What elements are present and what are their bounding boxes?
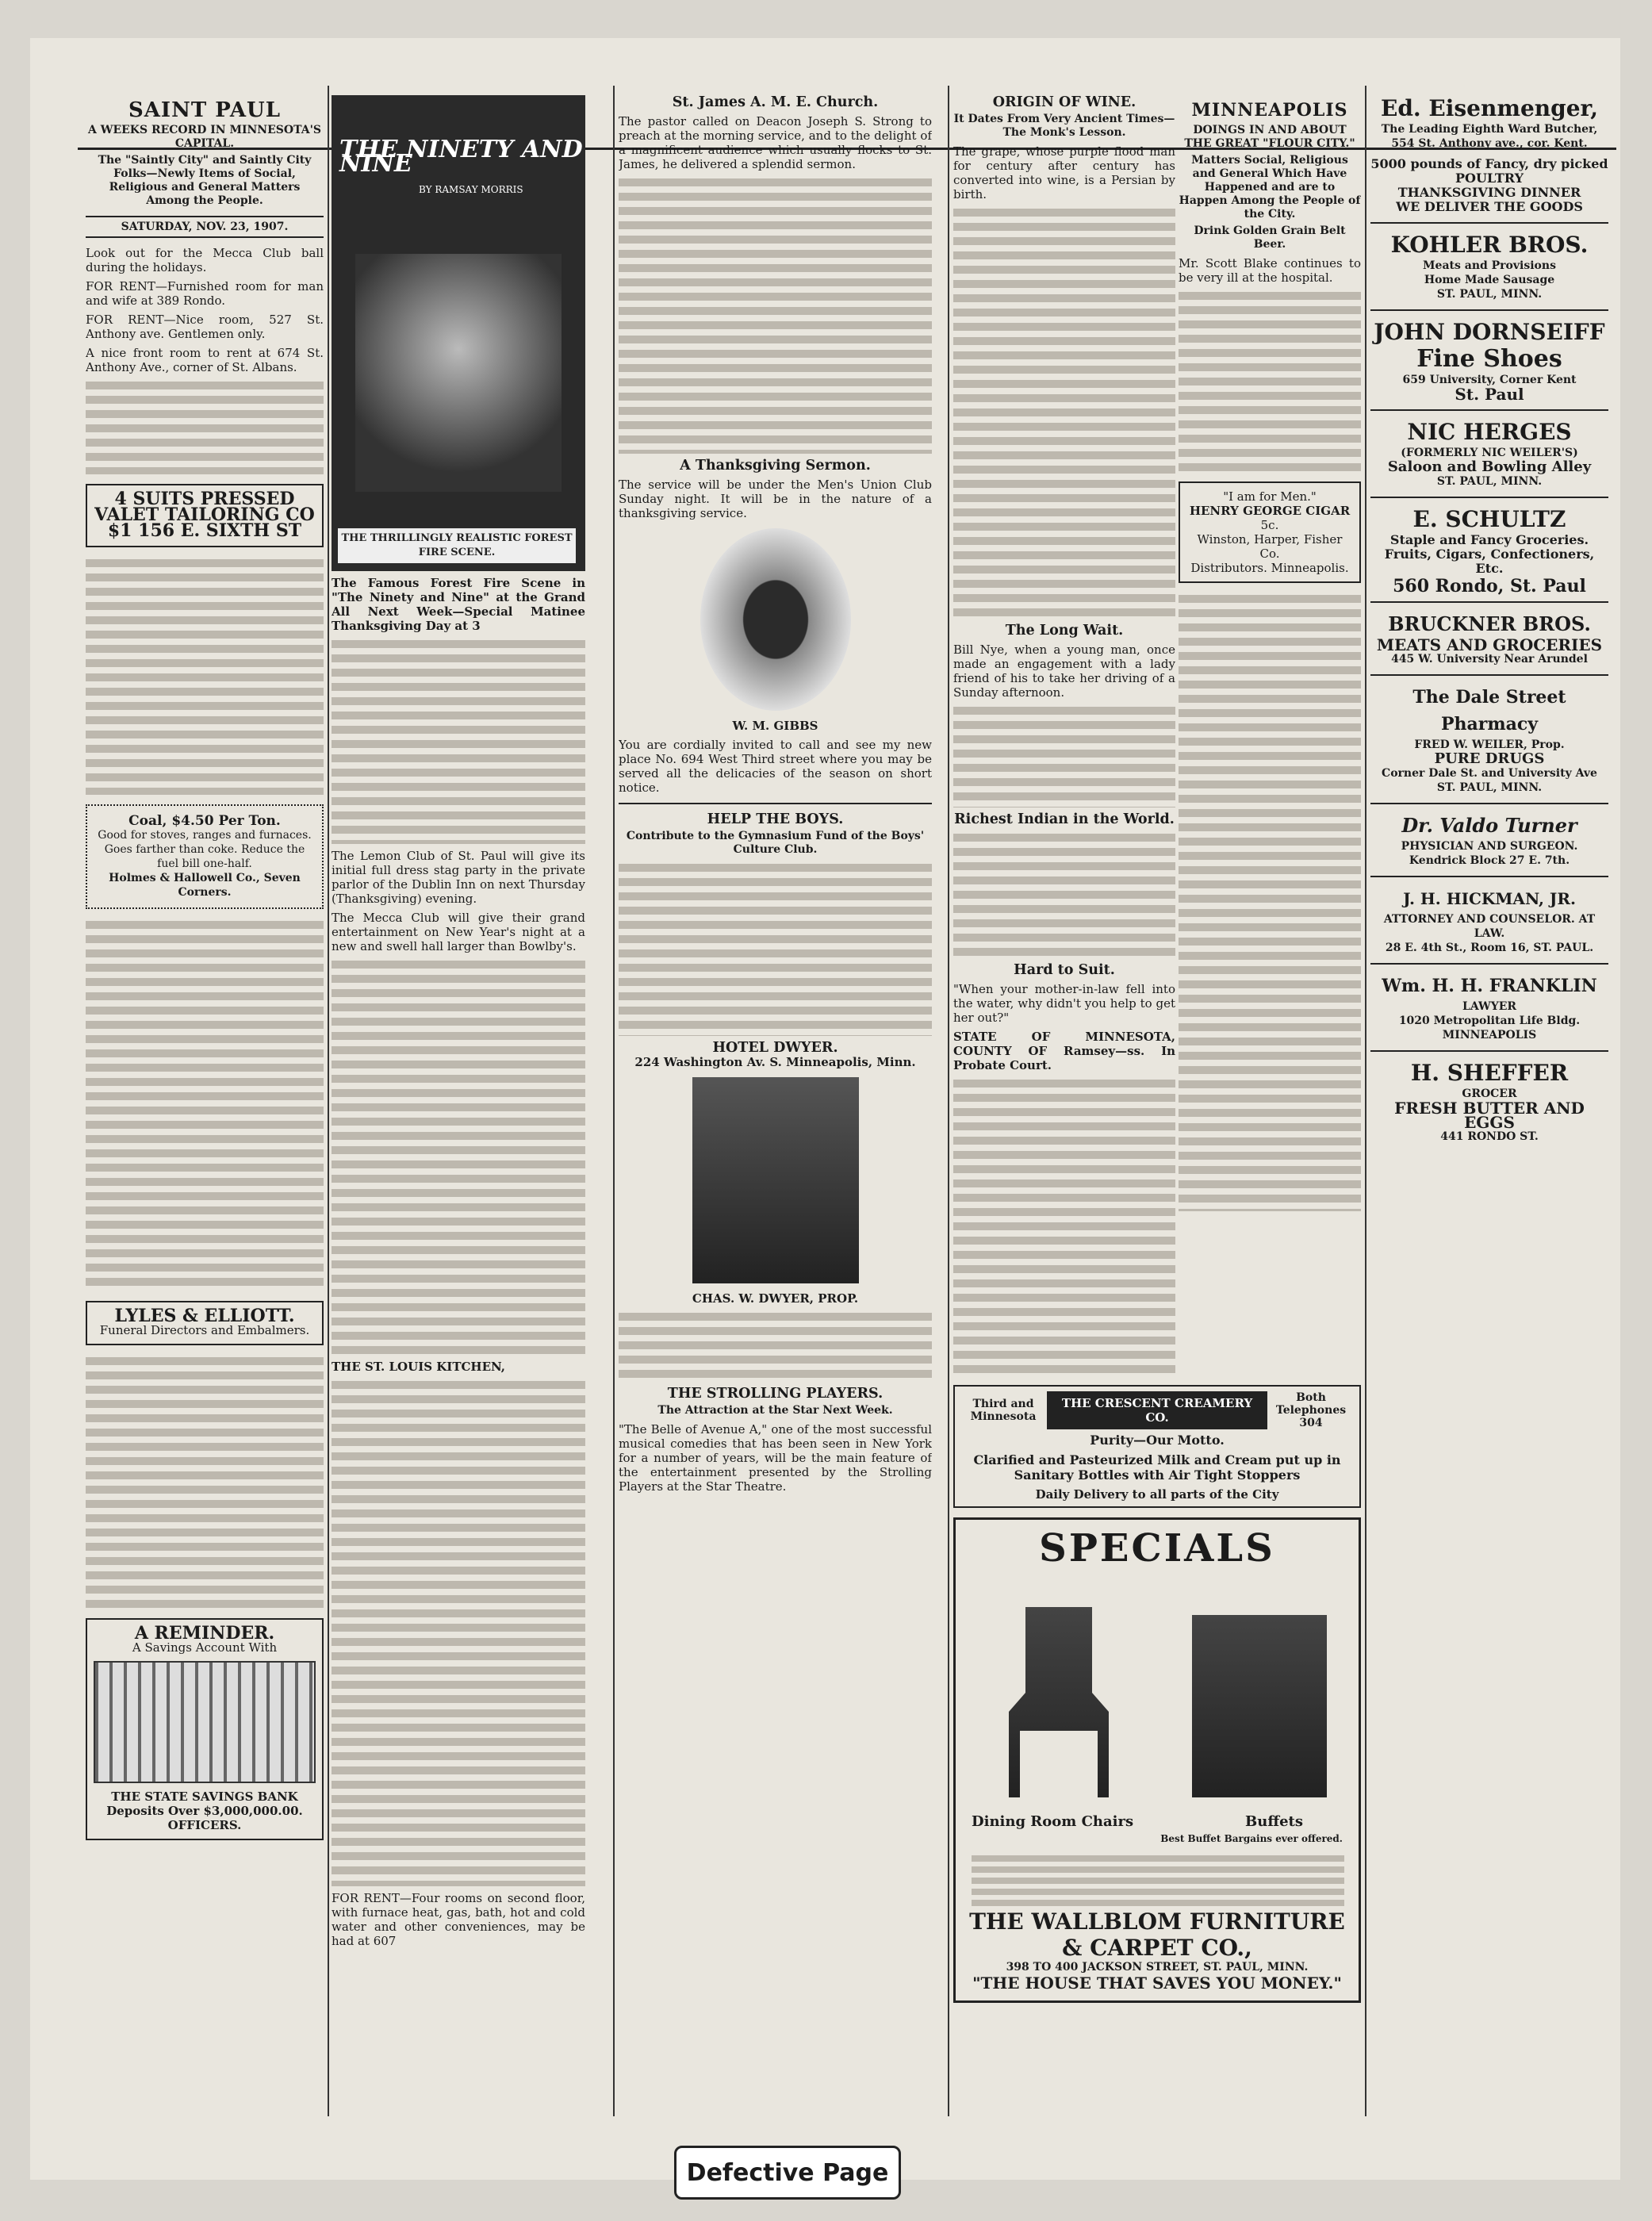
eisenmenger-dinner: THANKSGIVING DINNER	[1397, 185, 1581, 200]
buffet-illustration	[1192, 1615, 1327, 1797]
poster-title: THE NINETY AND NINE	[339, 136, 583, 178]
pharmacy-drugs: PURE DRUGS	[1434, 750, 1545, 767]
herges-saloon: Saloon and Bowling Alley	[1387, 458, 1592, 475]
sheffer-name: H. SHEFFER	[1410, 1060, 1569, 1086]
separator	[1370, 497, 1608, 498]
kohler-name: KOHLER BROS.	[1390, 232, 1589, 258]
franklin-address: 1020 Metropolitan Life Bldg.	[1398, 1015, 1581, 1027]
separator	[1370, 409, 1608, 411]
column-theater	[332, 95, 585, 2118]
body-text-illegible	[619, 1310, 932, 1382]
creamery-box	[953, 1385, 1361, 1508]
buffets-sub: Best Buffet Bargains ever offered.	[1160, 1833, 1343, 1844]
dwyer-name: CHAS. W. DWYER, PROP.	[692, 1291, 859, 1306]
reminder-heading: A REMINDER.	[134, 1623, 275, 1644]
newspaper-page	[30, 38, 1620, 2180]
body-text-illegible	[1179, 593, 1361, 1211]
sheffer-title: GROCER	[1462, 1087, 1517, 1100]
long-wait-text: Bill Nye, when a young man, once made an engagement with a lady friend of his to take her driving of a Sunday afternoon.	[953, 643, 1175, 700]
price-list-illegible	[972, 1853, 1344, 1908]
dornseiff-shoes: Fine Shoes	[1416, 345, 1562, 373]
news-item: Mr. Scott Blake continues to be very ill at the hospital.	[1179, 256, 1361, 285]
bank-deposits: Deposits Over $3,000,000.00.	[106, 1804, 303, 1818]
franklin-title: LAWYER	[1462, 1000, 1517, 1013]
dornseiff-address: 659 University, Corner Kent	[1402, 374, 1577, 386]
separator	[1370, 222, 1608, 224]
specials-title: SPECIALS	[1039, 1526, 1275, 1571]
separator	[1370, 674, 1608, 676]
creamery-phone: Both Telephones 304	[1275, 1391, 1347, 1429]
cigar-brand: HENRY GEORGE CIGAR	[1189, 504, 1351, 518]
dateline: SATURDAY, NOV. 23, 1907.	[86, 216, 324, 238]
separator	[619, 803, 932, 804]
body-text-illegible	[86, 919, 324, 1291]
gibbs-ad-text: You are cordially invited to call and see my new place No. 694 West Third street where you may be served all the delicacies of the season on short notice.	[619, 738, 932, 795]
column-rule	[613, 86, 615, 2116]
eisenmenger-poultry: 5000 pounds of Fancy, dry picked POULTRY	[1370, 156, 1608, 186]
lyles-elliott-ad	[86, 1301, 324, 1345]
bruckner-name: BRUCKNER BROS.	[1388, 612, 1591, 635]
body-text-illegible	[953, 206, 1175, 619]
coal-ad-signature: Holmes & Hallowell Co., Seven Corners.	[109, 872, 301, 899]
reminder-sub: A Savings Account With	[132, 1640, 278, 1655]
bank-name: THE STATE SAVINGS BANK	[111, 1789, 298, 1804]
wallblom-slogan: "THE HOUSE THAT SAVES YOU MONEY."	[972, 1974, 1342, 1993]
help-boys-heading: HELP THE BOYS.	[707, 811, 844, 827]
column-saint-paul	[86, 95, 324, 2118]
grain-belt-line: Drink Golden Grain Belt Beer.	[1194, 224, 1346, 251]
pharmacy-name: The Dale Street Pharmacy	[1412, 687, 1566, 735]
pharmacy-prop: FRED W. WEILER, Prop.	[1414, 738, 1565, 751]
schultz-name: E. SCHULTZ	[1412, 506, 1566, 532]
valet-tailoring-ad	[86, 484, 324, 547]
cigar-distributor: Winston, Harper, Fisher Co.	[1197, 532, 1343, 561]
separator	[1370, 803, 1608, 804]
kohler-city: ST. PAUL, MINN.	[1436, 288, 1543, 301]
bruckner-line: MEATS AND GROCERIES	[1376, 635, 1603, 654]
news-item: FOR RENT—Nice room, 527 St. Anthony ave. Gentlemen only.	[86, 313, 324, 341]
column-rule	[948, 86, 949, 2116]
ninety-and-nine-poster	[332, 95, 585, 571]
separator	[1370, 309, 1608, 311]
cigar-city: Distributors. Minneapolis.	[1190, 561, 1349, 575]
eisenmenger-address: 554 St. Anthony ave., cor. Kent.	[1391, 137, 1588, 150]
defective-page-stamp: Defective Page	[674, 2146, 901, 2200]
st-james-heading: St. James A. M. E. Church.	[672, 95, 879, 110]
schultz-address: 560 Rondo, St. Paul	[1393, 576, 1586, 596]
gibbs-name: W. M. GIBBS	[732, 719, 818, 733]
column-rule	[1365, 86, 1366, 2116]
eisenmenger-line: The Leading Eighth Ward Butcher,	[1381, 123, 1598, 136]
st-louis-kitchen-heading: THE ST. LOUIS KITCHEN,	[332, 1360, 505, 1374]
st-james-text: The pastor called on Deacon Joseph S. Strong to preach at the morning service, and to the delight of a magnificent audience which usually flocks to St. James, he delivered a splendid sermon.	[619, 114, 932, 171]
body-text-illegible	[86, 557, 324, 795]
separator	[1370, 963, 1608, 965]
column-churches	[619, 95, 932, 2118]
poster-caption-strip: THE THRILLINGLY REALISTIC FOREST FIRE SCENE.	[338, 528, 576, 563]
chair-illustration	[1003, 1607, 1114, 1797]
dwyer-portrait	[692, 1077, 859, 1283]
news-item: FOR RENT—Four rooms on second floor, with furnace heat, gas, bath, hot and cold water and other conveniences, may be had at 607	[332, 1891, 585, 1948]
herges-name: NIC HERGES	[1407, 419, 1572, 445]
franklin-name: Wm. H. H. FRANKLIN	[1382, 976, 1597, 996]
thanksgiving-text: The service will be under the Men's Union Club Sunday night. It will be in the nature of a thanksgiving service.	[619, 478, 932, 520]
creamery-line2: Daily Delivery to all parts of the City	[1035, 1487, 1279, 1502]
lyles-elliott-name: LYLES & ELLIOTT.	[114, 1306, 295, 1326]
saint-paul-subhead: A WEEKS RECORD IN MINNESOTA'S CAPITAL.	[88, 124, 321, 150]
valet-tailoring-text: 4 SUITS PRESSED VALET TAILORING CO $1 156 E. SIXTH ST	[94, 489, 315, 541]
dornseiff-city: St. Paul	[1455, 385, 1524, 404]
kohler-line1: Meats and Provisions	[1423, 259, 1556, 272]
turner-title: PHYSICIAN AND SURGEON.	[1401, 840, 1578, 853]
wallblom-name: THE WALLBLOM FURNITURE & CARPET CO.,	[969, 1908, 1345, 1961]
body-text-illegible	[953, 1077, 1175, 1379]
cigar-price: 5c.	[1260, 518, 1279, 532]
strolling-players-sub: The Attraction at the Star Next Week.	[657, 1404, 893, 1417]
hotel-dwyer-heading: HOTEL DWYER.	[712, 1040, 838, 1056]
pharmacy-address: Corner Dale St. and University Ave ST. PAUL, MINN.	[1382, 767, 1597, 794]
saint-paul-deck: The "Saintly City" and Saintly City Folks—Newly Items of Social, Religious and General Matters Among the People.	[98, 154, 312, 207]
coal-ad	[86, 804, 324, 909]
dining-chairs-label: Dining Room Chairs	[972, 1813, 1134, 1830]
gibbs-portrait	[700, 528, 851, 711]
specials-ad	[953, 1517, 1361, 2003]
news-item: The Lemon Club of St. Paul will give its initial full dress stag party in the private parlor of the Dublin Inn on next Thursday (Thanksgiving) evening.	[332, 849, 585, 906]
help-boys-sub: Contribute to the Gymnasium Fund of the Boys' Culture Club.	[626, 830, 925, 856]
herges-former: (FORMERLY NIC WEILER'S)	[1401, 447, 1578, 459]
coal-ad-title: Coal, $4.50 Per Ton.	[128, 813, 281, 829]
turner-address: Kendrick Block 27 E. 7th.	[1409, 854, 1570, 867]
column-rule	[328, 86, 329, 2116]
eisenmenger-deliver: WE DELIVER THE GOODS	[1396, 199, 1583, 214]
creamery-location: Third and Minnesota	[970, 1398, 1037, 1423]
origin-wine-text: The grape, whose purple flood man for century after century has converted into wine, is a Persian by birth.	[953, 144, 1175, 201]
coal-ad-body: Good for stoves, ranges and furnaces. Goes farther than coke. Reduce the fuel bill one-half.	[98, 829, 312, 870]
schultz-line: Staple and Fancy Groceries. Fruits, Cigars, Confectioners, Etc.	[1384, 532, 1595, 576]
minneapolis-masthead: MINNEAPOLIS	[1191, 100, 1348, 121]
sheffer-address: 441 RONDO ST.	[1440, 1130, 1539, 1143]
bank-building-illustration	[94, 1661, 316, 1783]
body-text-illegible	[619, 176, 932, 454]
hard-to-suit-text: "When your mother-in-law fell into the water, why didn't you help to get her out?"	[953, 982, 1175, 1025]
henry-george-cigar-ad	[1179, 481, 1361, 583]
hickman-address: 28 E. 4th St., Room 16, ST. PAUL.	[1385, 942, 1594, 954]
hard-to-suit-heading: Hard to Suit.	[1014, 962, 1115, 978]
column-ads	[1370, 95, 1608, 2118]
body-text-illegible	[953, 831, 1175, 958]
wallblom-address: 398 TO 400 JACKSON STREET, ST. PAUL, MINN.	[1006, 1961, 1309, 1974]
minneapolis-deck: Matters Social, Religious and General Which Have Happened and are to Happen Among the People of the City.	[1179, 154, 1361, 221]
richest-indian-heading: Richest Indian in the World.	[954, 811, 1175, 827]
news-item: FOR RENT—Furnished room for man and wife at 389 Rondo.	[86, 279, 324, 308]
body-text-illegible	[332, 1379, 585, 1886]
herges-city: ST. PAUL, MINN.	[1436, 475, 1543, 488]
body-text-illegible	[86, 379, 324, 474]
forest-fire-illustration	[355, 254, 562, 492]
kohler-line2: Home Made Sausage	[1424, 274, 1555, 286]
sheffer-line: FRESH BUTTER AND EGGS	[1394, 1099, 1585, 1132]
creamery-name: THE CRESCENT CREAMERY CO.	[1047, 1391, 1267, 1429]
creamery-motto: Purity—Our Motto.	[1090, 1433, 1225, 1448]
hotel-dwyer-address: 224 Washington Av. S. Minneapolis, Minn.	[634, 1055, 916, 1069]
poster-author: BY RAMSAY MORRIS	[419, 184, 523, 195]
body-text-illegible	[953, 704, 1175, 807]
separator	[1370, 876, 1608, 877]
long-wait-heading: The Long Wait.	[1005, 623, 1124, 639]
hickman-title: ATTORNEY AND COUNSELOR. AT LAW.	[1383, 913, 1596, 940]
origin-wine-sub: It Dates From Very Ancient Times—The Monk's Lesson.	[953, 113, 1175, 139]
bruckner-address: 445 W. University Near Arundel	[1391, 653, 1588, 666]
bank-officers: OFFICERS.	[167, 1818, 242, 1832]
poster-caption: The Famous Forest Fire Scene in "The Ninety and Nine" at the Grand All Next Week—Special Matinee Thanksgiving Day at 3	[332, 576, 585, 633]
franklin-city: MINNEAPOLIS	[1442, 1029, 1537, 1041]
thanksgiving-heading: A Thanksgiving Sermon.	[680, 458, 871, 474]
cigar-slogan: "I am for Men."	[1223, 489, 1317, 504]
buffets-label: Buffets	[1245, 1813, 1303, 1830]
body-text-illegible	[619, 861, 932, 1036]
dornseiff-name: JOHN DORNSEIFF	[1374, 319, 1605, 345]
body-text-illegible	[86, 1355, 324, 1609]
creamery-line1: Clarified and Pasteurized Milk and Cream put up in Sanitary Bottles with Air Tight Stoppers	[973, 1452, 1341, 1483]
probate-notice: STATE OF MINNESOTA, COUNTY OF Ramsey—ss. In Probate Court.	[953, 1030, 1175, 1072]
separator	[1370, 1050, 1608, 1052]
turner-name: Dr. Valdo Turner	[1401, 814, 1577, 837]
separator	[1370, 601, 1608, 603]
eisenmenger-name: Ed. Eisenmenger,	[1381, 95, 1598, 121]
strolling-players-heading: THE STROLLING PLAYERS.	[667, 1386, 883, 1402]
body-text-illegible	[1179, 290, 1361, 472]
lyles-elliott-sub: Funeral Directors and Embalmers.	[99, 1323, 310, 1337]
news-item: The Mecca Club will give their grand entertainment on New Year's night at a new and swell hall larger than Bowlby's.	[332, 911, 585, 953]
news-item: Look out for the Mecca Club ball during the holidays.	[86, 246, 324, 274]
body-text-illegible	[332, 638, 585, 844]
savings-bank-ad	[86, 1618, 324, 1840]
hickman-name: J. H. HICKMAN, JR.	[1403, 889, 1576, 908]
strolling-players-text: "The Belle of Avenue A," one of the most successful musical comedies that has been seen in New York for a number of years, will be the main feature of the entertainment presented by the Strolling Players at the Star Theatre.	[619, 1422, 932, 1494]
body-text-illegible	[332, 958, 585, 1355]
news-item: A nice front room to rent at 674 St. Anthony Ave., corner of St. Albans.	[86, 346, 324, 374]
creamery-ad	[953, 1379, 1361, 2003]
saint-paul-masthead: SAINT PAUL	[128, 98, 282, 122]
wallblom-store	[956, 1908, 1359, 1993]
origin-wine-heading: ORIGIN OF WINE.	[992, 95, 1136, 110]
minneapolis-subhead: DOINGS IN AND ABOUT THE GREAT "FLOUR CITY."	[1184, 124, 1355, 150]
